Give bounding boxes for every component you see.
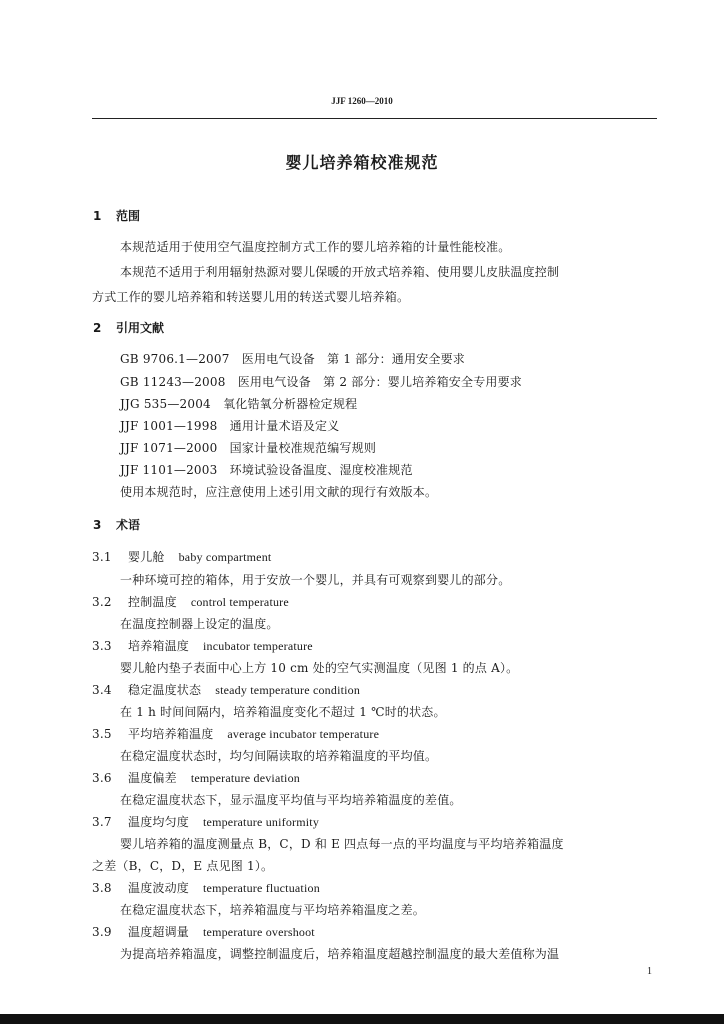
term-heading — [92, 593, 289, 610]
reference-item: GB 9706.1—2007 医用电气设备 第 1 部分：通用安全要求 — [120, 352, 466, 366]
term-definition: 在温度控制器上设定的温度。 — [120, 617, 279, 631]
term-chinese: 平均培养箱温度 — [128, 727, 214, 741]
term-chinese: 培养箱温度 — [128, 639, 190, 653]
term-english: temperature deviation — [190, 771, 300, 785]
term-number: 3.1 — [92, 550, 112, 564]
term-heading — [92, 813, 319, 830]
reference-item: GB 11243—2008 医用电气设备 第 2 部分：婴儿培养箱安全专用要求 — [120, 375, 522, 389]
term-chinese: 婴儿舱 — [128, 550, 165, 564]
term-heading — [92, 725, 379, 742]
term-definition: 婴儿舱内垫子表面中心上方 10 cm 处的空气实测温度（见图 1 的点 A）。 — [120, 661, 519, 675]
section-heading-terms — [93, 516, 140, 533]
document-code: JJF 1260—2010 — [331, 96, 393, 106]
section-number: 2 — [93, 321, 102, 335]
paragraph-line: 方式工作的婴儿培养箱和转送婴儿用的转送式婴儿培养箱。 — [92, 290, 410, 304]
term-english: control temperature — [190, 595, 289, 609]
scan-bottom-edge — [0, 1014, 724, 1024]
section-title: 引用文献 — [116, 321, 165, 335]
term-number: 3.2 — [92, 595, 112, 609]
term-number: 3.5 — [92, 727, 112, 741]
page-number: 1 — [647, 966, 652, 977]
term-chinese: 温度超调量 — [128, 925, 190, 939]
reference-item: JJF 1001—1998 通用计量术语及定义 — [120, 419, 340, 433]
section-number: 3 — [93, 518, 102, 532]
term-definition: 在稳定温度状态下，培养箱温度与平均培养箱温度之差。 — [120, 903, 426, 917]
section-heading-scope — [93, 207, 140, 224]
term-definition: 为提高培养箱温度，调整控制温度后，培养箱温度超越控制温度的最大差值称为温 — [120, 947, 560, 961]
reference-item: JJF 1101—2003 环境试验设备温度、湿度校准规范 — [120, 463, 413, 477]
term-heading — [92, 879, 320, 896]
term-definition: 之差（B，C，D，E 点见图 1）。 — [92, 859, 274, 873]
term-definition: 在 1 h 时间间隔内，培养箱温度变化不超过 1 ℃时的状态。 — [120, 705, 446, 719]
term-english: temperature overshoot — [203, 925, 315, 939]
term-number: 3.3 — [92, 639, 112, 653]
reference-item: JJG 535—2004 氧化锆氧分析器检定规程 — [120, 397, 358, 411]
term-english: baby compartment — [178, 550, 272, 564]
term-english: incubator temperature — [203, 639, 313, 653]
term-number: 3.8 — [92, 881, 112, 895]
term-english: steady temperature condition — [215, 683, 361, 697]
paragraph-line: 本规范适用于使用空气温度控制方式工作的婴儿培养箱的计量性能校准。 — [120, 240, 511, 254]
term-definition: 一种环境可控的箱体，用于安放一个婴儿，并具有可观察到婴儿的部分。 — [120, 573, 511, 587]
term-chinese: 稳定温度状态 — [128, 683, 202, 697]
term-heading — [92, 769, 300, 786]
header-rule — [92, 118, 657, 119]
term-heading — [92, 548, 271, 565]
term-chinese: 温度波动度 — [128, 881, 190, 895]
section-title: 范围 — [116, 209, 141, 223]
term-english: average incubator temperature — [227, 727, 380, 741]
term-chinese: 温度均匀度 — [128, 815, 190, 829]
term-english: temperature fluctuation — [203, 881, 320, 895]
reference-note: 使用本规范时，应注意使用上述引用文献的现行有效版本。 — [120, 485, 438, 499]
term-heading — [92, 681, 360, 698]
section-title: 术语 — [116, 518, 141, 532]
term-definition: 婴儿培养箱的温度测量点 B，C，D 和 E 四点每一点的平均温度与平均培养箱温度 — [120, 837, 564, 851]
term-heading — [92, 637, 313, 654]
term-definition: 在稳定温度状态下，显示温度平均值与平均培养箱温度的差值。 — [120, 793, 462, 807]
term-chinese: 控制温度 — [128, 595, 177, 609]
term-number: 3.4 — [92, 683, 112, 697]
term-number: 3.6 — [92, 771, 112, 785]
page-title: 婴儿培养箱校准规范 — [285, 153, 439, 172]
term-heading — [92, 923, 315, 940]
term-number: 3.9 — [92, 925, 112, 939]
paragraph-line: 本规范不适用于利用辐射热源对婴儿保暖的开放式培养箱、使用婴儿皮肤温度控制 — [120, 265, 560, 279]
reference-item: JJF 1071—2000 国家计量校准规范编写规则 — [120, 441, 377, 455]
term-definition: 在稳定温度状态时，均匀间隔读取的培养箱温度的平均值。 — [120, 749, 438, 763]
section-heading-references — [93, 319, 164, 336]
term-chinese: 温度偏差 — [128, 771, 177, 785]
term-number: 3.7 — [92, 815, 112, 829]
section-number: 1 — [93, 209, 102, 223]
term-english: temperature uniformity — [203, 815, 320, 829]
